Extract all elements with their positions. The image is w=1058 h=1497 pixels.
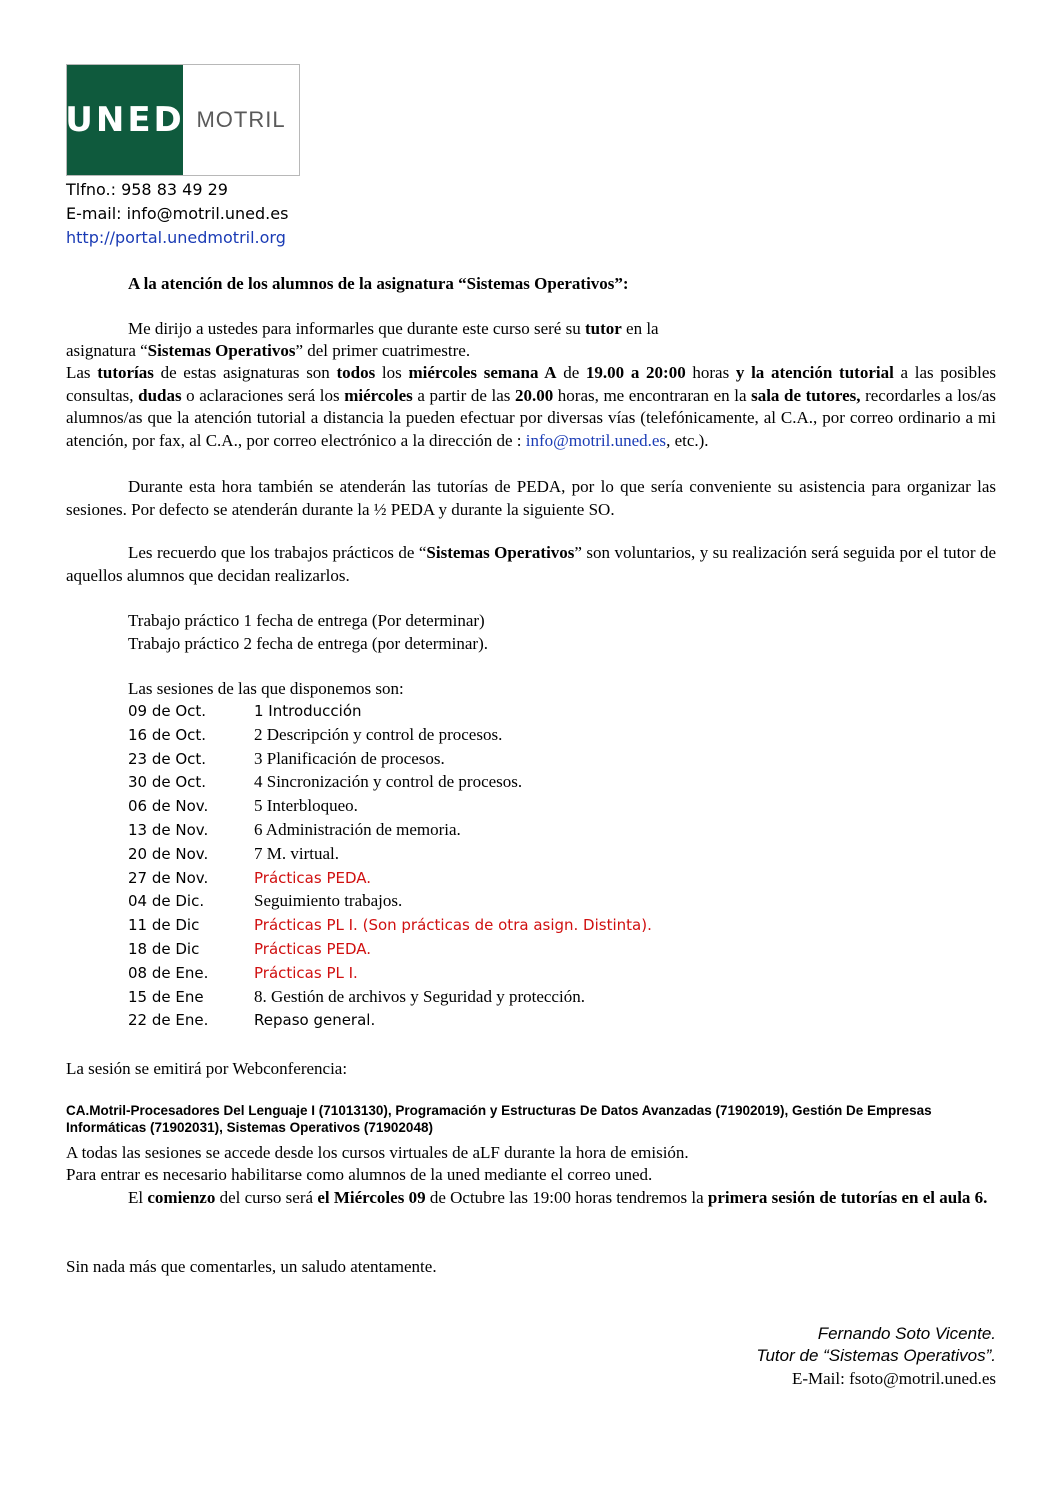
contact-block (66, 178, 288, 250)
session-date: 20 de Nov. (128, 844, 209, 863)
signature-email: E-Mail: fsoto@motril.uned.es (791, 1369, 996, 1388)
session-row (128, 818, 461, 842)
session-topic: Prácticas PL I. (Son prácticas de otra asign. Distinta). (254, 916, 652, 935)
session-row (128, 889, 402, 913)
session-date: 06 de Nov. (128, 797, 209, 816)
logo-center-text: MOTRIL (196, 107, 286, 132)
session-row (128, 913, 652, 937)
session-row (128, 985, 585, 1009)
session-topic: Prácticas PEDA. (254, 868, 372, 887)
intro-line-2: asignatura “Sistemas Operativos” del primer cuatrimestre. (66, 341, 471, 360)
comienzo-paragraph: El comienzo del curso será el Miércoles 09 de Octubre las 19:00 horas tendremos la primera sesión de tutorías en el aula 6. (128, 1188, 988, 1207)
session-row (128, 747, 445, 771)
signature-name: Fernando Soto Vicente. (817, 1324, 996, 1343)
contact-phone: Tlfno.: 958 83 49 29 (66, 180, 228, 199)
session-date: 16 de Oct. (128, 725, 207, 744)
session-date: 13 de Nov. (128, 821, 209, 839)
session-topic: Repaso general. (254, 1011, 376, 1030)
webconf-course-list: CA.Motril-Procesadores Del Lenguaje I (71013130), Programación y Estructuras De Datos Avanzadas (71902019), Gestión De Empresas Informáticas (71902031), Sistemas Operativos (71902048) (66, 1103, 932, 1135)
session-row (128, 842, 339, 866)
session-topic: 8. Gestión de archivos y Seguridad y protección. (254, 986, 585, 1006)
session-topic: 1 Introducción (254, 702, 362, 720)
session-date: 22 de Ene. (128, 1011, 209, 1030)
session-date: 23 de Oct. (128, 749, 207, 768)
logo-brand-text: UNED (65, 100, 185, 140)
session-row (128, 723, 502, 747)
intro-line-1: Me dirijo a ustedes para informarles que durante este curso seré su tutor en la (128, 319, 659, 338)
session-row (128, 1008, 375, 1032)
session-topic: 4 Sincronización y control de procesos. (254, 772, 523, 792)
letter-heading: A la atención de los alumnos de la asignatura “Sistemas Operativos”: (128, 274, 629, 293)
session-row (128, 937, 371, 961)
peda-paragraph: Durante esta hora también se atenderán las tutorías de PEDA, por lo que sería conveniente su asistencia para organizar las sesiones. Por defecto se atenderán durante la ½ PEDA y durante la siguiente SO. (66, 477, 996, 519)
session-date: 11 de Dic (128, 916, 200, 935)
session-topic: Prácticas PL I. (254, 963, 358, 982)
trabajo-2: Trabajo práctico 2 fecha de entrega (por determinar). (128, 634, 488, 653)
tutorias-paragraph: Las tutorías de estas asignaturas son todos los miércoles semana A de 19.00 a 20:00 horas y la atención tutorial a las posibles consultas, dudas o aclaraciones será los miércoles a partir de las 20.00 horas, me encontraran en la sala de tutores, recordarles a los/as alumnos/as que la atención tutorial a distancia la pueden efectuar por diversas vías (telefónicamente, al C.A., por correo ordinario a mi atención, por fax, al C.A., por correo electrónico a la dirección de : info@motril.uned.es, etc.). (66, 363, 997, 450)
session-date: 08 de Ene. (128, 963, 209, 982)
session-topic: 2 Descripción y control de procesos. (254, 724, 503, 744)
session-topic: Seguimiento trabajos. (254, 891, 403, 911)
webconf-intro: La sesión se emitirá por Webconferencia: (66, 1059, 348, 1078)
session-row (128, 699, 362, 723)
access-line-2: Para entrar es necesario habilitarse como alumnos de la uned mediante el correo uned. (66, 1165, 653, 1184)
practicos-paragraph: Les recuerdo que los trabajos prácticos de “Sistemas Operativos” son voluntarios, y su realización será seguida por el tutor de aquellos alumnos que decidan realizarlos. (66, 543, 996, 585)
session-date: 09 de Oct. (128, 702, 207, 720)
session-date: 15 de Ene (128, 987, 204, 1006)
session-date: 04 de Dic. (128, 892, 205, 911)
tutorias-email-link[interactable]: info@motril.uned.es (525, 430, 667, 450)
session-row (128, 794, 358, 818)
session-date: 27 de Nov. (128, 868, 209, 887)
session-row (128, 770, 522, 794)
access-line-1: A todas las sesiones se accede desde los cursos virtuales de aLF durante la hora de emisión. (66, 1143, 689, 1162)
session-topic: 3 Planificación de procesos. (254, 748, 445, 768)
session-row (128, 866, 371, 890)
session-topic: 5 Interbloqueo. (254, 796, 358, 816)
sessions-intro: Las sesiones de las que disponemos son: (128, 679, 404, 698)
contact-email: E-mail: info@motril.uned.es (66, 204, 289, 223)
uned-motril-logo (66, 64, 300, 176)
trabajo-1: Trabajo práctico 1 fecha de entrega (Por determinar) (128, 611, 485, 630)
closing-line: Sin nada más que comentarles, un saludo atentamente. (66, 1257, 437, 1276)
signature-role: Tutor de “Sistemas Operativos”. (756, 1346, 996, 1365)
session-topic: 6 Administración de memoria. (254, 820, 461, 839)
session-topic: Prácticas PEDA. (254, 940, 372, 958)
session-date: 30 de Oct. (128, 773, 207, 792)
session-date: 18 de Dic (128, 940, 200, 958)
session-topic: 7 M. virtual. (254, 843, 339, 863)
contact-url-link[interactable]: http://portal.unedmotril.org (66, 228, 286, 247)
session-row (128, 961, 358, 985)
